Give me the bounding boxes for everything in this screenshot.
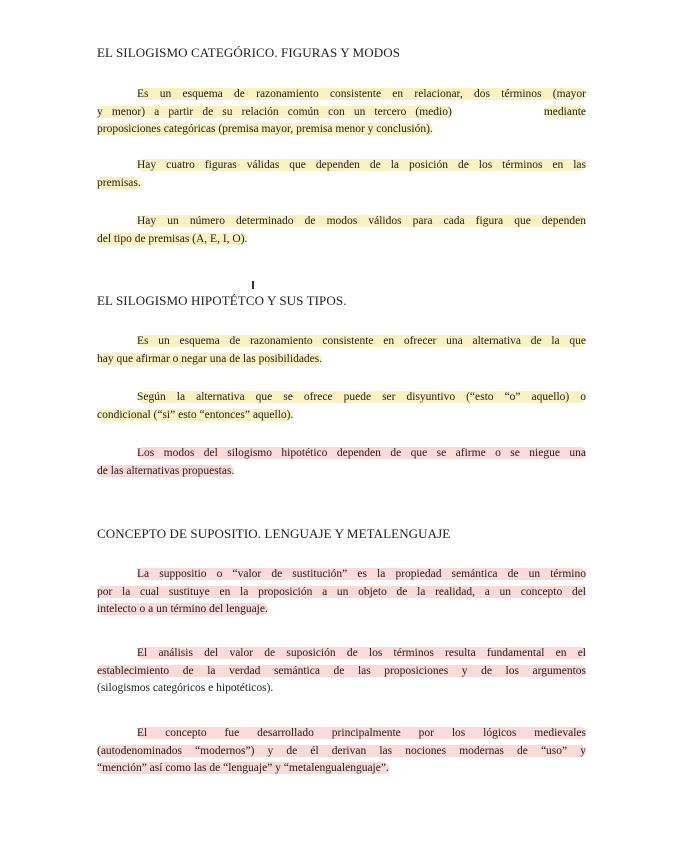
text-line: intelecto o a un término del lenguaje.	[97, 603, 268, 615]
text-line: Hay un número determinado de modos válidos para cada figura que dependen	[137, 215, 586, 227]
text-line: y menor) a partir de su relación común con un tercero (medio)	[97, 105, 452, 118]
text-line: por la cual sustituye en la proposición a un objeto de la realidad, a un concepto del	[97, 585, 586, 598]
section-heading-suppositio: CONCEPTO DE SUPOSITIO. LENGUAJE Y METALENGUAJE	[97, 526, 451, 541]
paragraph-silogismo-hipotetico-definicion	[97, 333, 586, 368]
section-heading-silogismo-hipotetico: EL SILOGISMO HIPOTÉTCO Y SUS TIPOS.	[97, 293, 347, 308]
text-line: Hay cuatro figuras válidas que dependen de la posición de los términos en las	[137, 159, 586, 171]
text-line: Los modos del silogismo hipotético dependen de que se afirme o se niegue una	[137, 447, 586, 459]
text-line: (silogismos categóricos e hipotéticos).	[97, 682, 274, 694]
paragraph-modos-hipotetico	[97, 445, 586, 480]
paragraph-disyuntivo-condicional	[97, 389, 586, 424]
text-line: Es un esquema de razonamiento consistente en relacionar, dos términos (mayor	[137, 88, 586, 100]
text-line: mediante	[543, 105, 586, 118]
text-line: del tipo de premisas (A, E, I, O).	[97, 232, 248, 245]
text-line: El concepto fue desarrollado principalmente por los lógicos medievales	[137, 727, 586, 739]
paragraph-suppositio-definicion	[97, 566, 586, 619]
text-line: “mención” así como las de “lenguaje” y “metalengualenguaje”.	[97, 762, 389, 774]
text-line: establecimiento de la verdad semántica de las proposiciones y de los argumentos	[97, 664, 586, 677]
text-line: premisas.	[97, 176, 141, 189]
text-line: proposiciones categóricas (premisa mayor, premisa menor y conclusión).	[97, 123, 433, 135]
text-cursor-mark	[252, 281, 254, 289]
paragraph-logicos-medievales	[97, 725, 586, 778]
paragraph-silogismo-categorico-definicion	[97, 86, 586, 139]
text-line: de las alternativas propuestas.	[97, 464, 235, 477]
section-heading-silogismo-categorico: EL SILOGISMO CATEGÓRICO. FIGURAS Y MODOS	[97, 45, 401, 60]
text-line: hay que afirmar o negar una de las posibilidades.	[97, 352, 323, 365]
text-line: Es un esquema de razonamiento consistente en ofrecer una alternativa de la que	[137, 335, 586, 347]
text-line: Según la alternativa que se ofrece puede ser disyuntivo (“esto “o” aquello) o	[137, 391, 586, 403]
paragraph-modos-validos	[97, 213, 586, 248]
text-line: El análisis del valor de suposición de los términos resulta fundamental en el	[137, 647, 586, 659]
paragraph-cuatro-figuras	[97, 157, 586, 192]
paragraph-analisis-suposicion	[97, 645, 586, 698]
text-line: condicional (“si” esto “entonces” aquello).	[97, 408, 294, 421]
text-line: La suppositio o “valor de sustitución” es la propiedad semántica de un término	[137, 568, 586, 580]
text-line: (autodenominados “modernos”) y de él derivan las nociones modernas de “uso” y	[97, 744, 586, 757]
